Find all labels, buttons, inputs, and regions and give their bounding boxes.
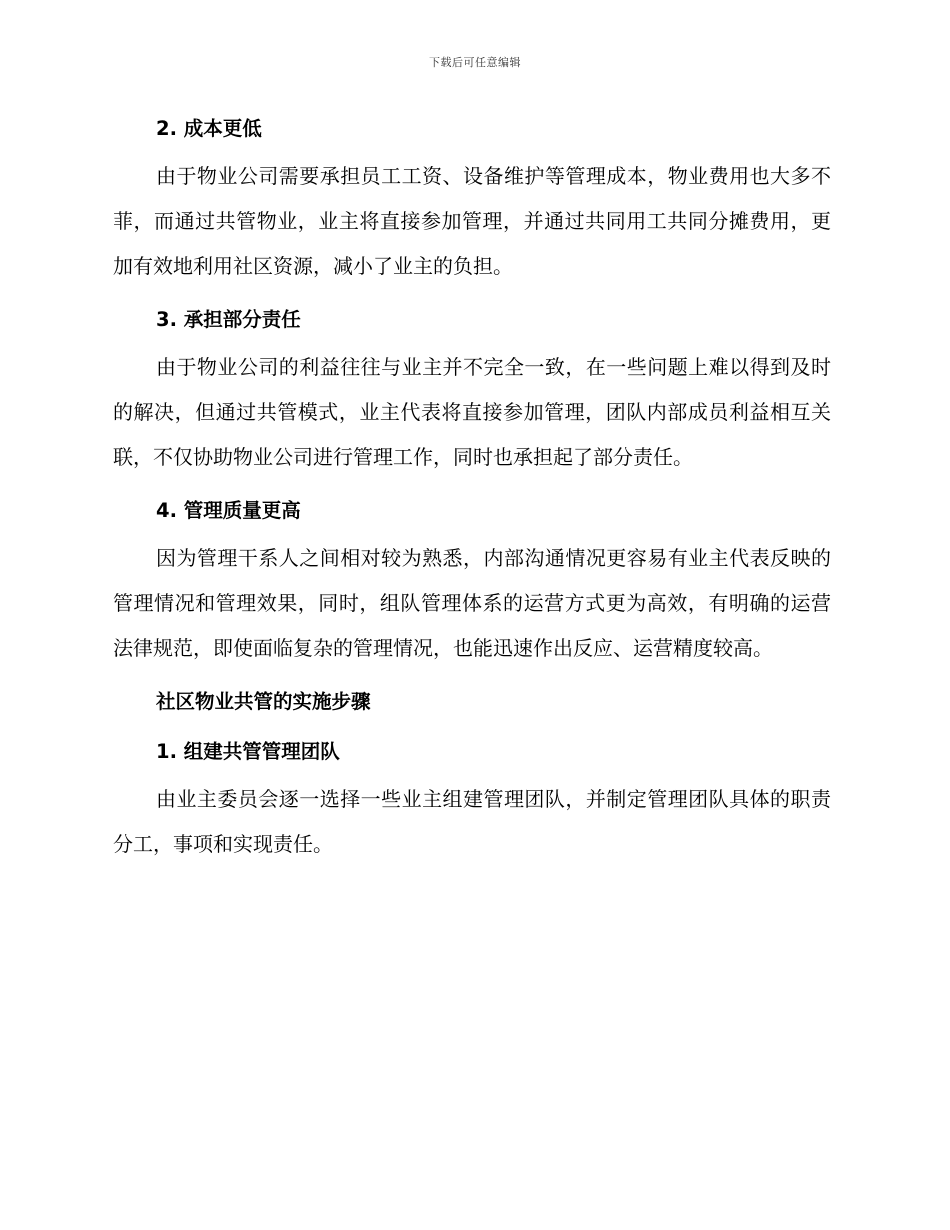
step-heading-team: 1. 组建共管管理团队 [156, 740, 340, 763]
section-paragraph-quality: 因为管理干系人之间相对较为熟悉，内部沟通情况更容易有业主代表反映的管理情况和管理效果，同时，组队管理体系的运营方式更为高效，有明确的运营法律规范，即使面临复杂的管理情况，也能迅速作出反应、运营精度较高。 [113, 546, 831, 660]
section-heading-quality: 4. 管理质量更高 [156, 499, 301, 522]
section-heading-responsibility: 3. 承担部分责任 [156, 308, 301, 331]
section-paragraph-cost: 由于物业公司需要承担员工工资、设备维护等管理成本，物业费用也大多不菲，而通过共管物业，业主将直接参加管理，并通过共同用工共同分摊费用，更加有效地利用社区资源，减小了业主的负担。 [113, 164, 831, 278]
step-paragraph-team: 由业主委员会逐一选择一些业主组建管理团队，并制定管理团队具体的职责分工，事项和实现责任。 [113, 787, 831, 856]
chapter-title: 社区物业共管的实施步骤 [156, 690, 371, 713]
section-heading-cost: 2. 成本更低 [156, 117, 262, 140]
document-body [113, 110, 831, 867]
section-paragraph-responsibility: 由于物业公司的利益往往与业主并不完全一致，在一些问题上难以得到及时的解决，但通过共管模式，业主代表将直接参加管理，团队内部成员利益相互关联，不仅协助物业公司进行管理工作，同时也承担起了部分责任。 [113, 355, 831, 469]
page-header-note: 下载后可任意编辑 [429, 56, 521, 69]
